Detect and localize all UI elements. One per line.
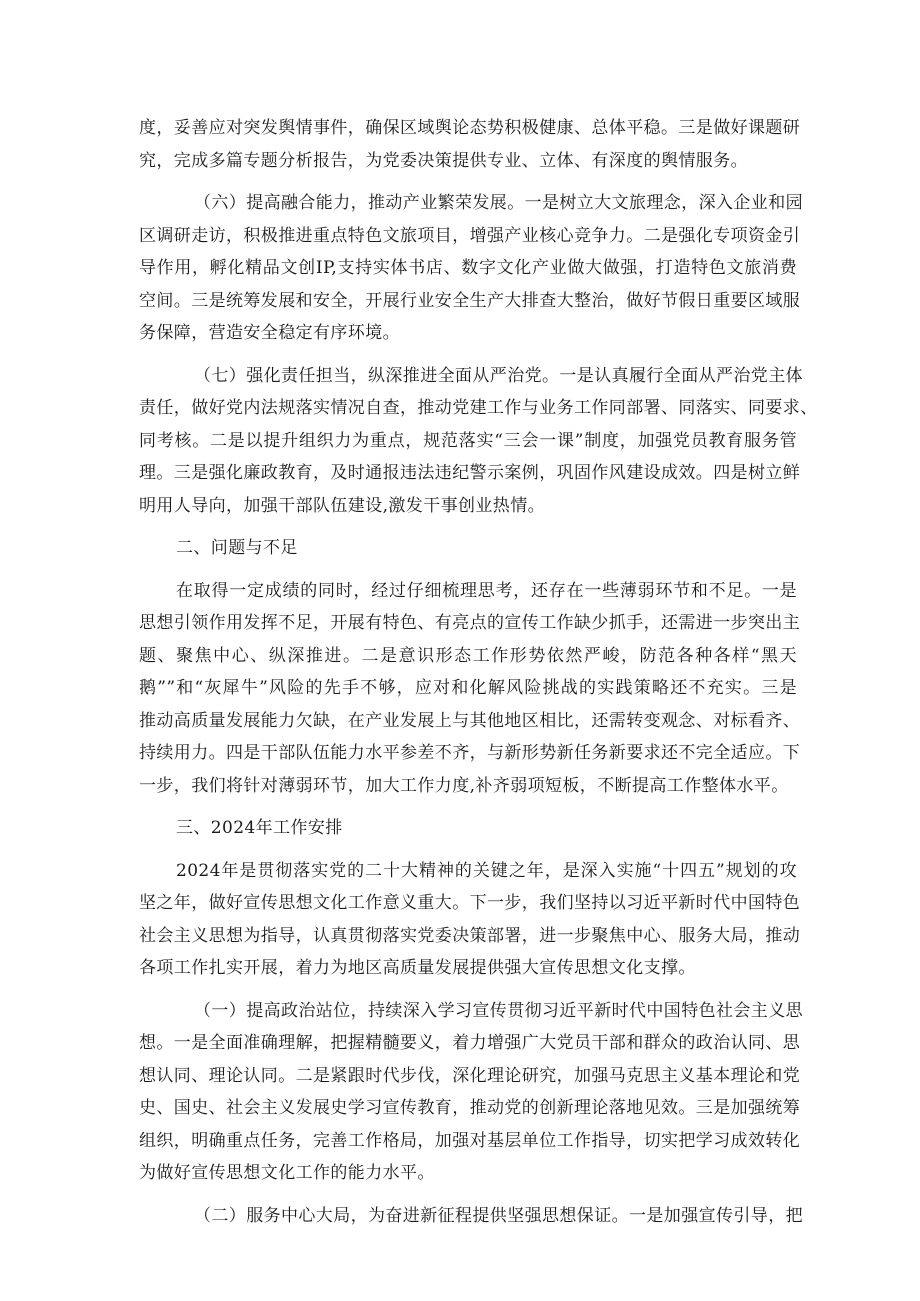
paragraph bbox=[139, 1200, 803, 1233]
text-line: 各项工作扎实开展，着力为地区高质量发展提供强大宣传思想文化支撑。 bbox=[139, 958, 696, 978]
text-line: 责任，做好党内法规落实情况自查，推动党建工作与业务工作同部署、同落实、同要求、 bbox=[139, 398, 818, 418]
document-body bbox=[139, 112, 818, 1232]
text-line: 三、2024年工作安排 bbox=[176, 818, 343, 838]
paragraph-gap bbox=[139, 1190, 797, 1200]
text-line: 区调研走访，积极推进重点特色文旅项目，增强产业核心竞争力。二是强化专项资金引 bbox=[139, 225, 801, 246]
text-line: 史、国史、社会主义发展史学习宣传教育，推动党的创新理论落地见效。三是加强统筹 bbox=[139, 1098, 801, 1118]
text-line: （二）服务中心大局，为奋进新征程提供坚强思想保证。一是加强宣传引导，把 bbox=[194, 1205, 803, 1226]
text-line: （六）提高融合能力，推动产业繁荣发展。一是树立大文旅理念，深入企业和园 bbox=[194, 193, 803, 213]
text-line: 务保障，营造安全稳定有序环境。 bbox=[139, 323, 400, 343]
paragraph bbox=[139, 112, 801, 177]
paragraph-gap bbox=[139, 350, 797, 360]
text-line: 组织，明确重点任务，完善工作格局，加强对基层单位工作指导，切实把学习成效转化 bbox=[139, 1130, 801, 1151]
paragraph-gap bbox=[139, 802, 797, 812]
text-line: 推动高质量发展能力欠缺，在产业发展上与其他地区相比，还需转变观念、对标看齐、 bbox=[139, 710, 801, 731]
text-line: （一）提高政治站位，持续深入学习宣传贯彻习近平新时代中国特色社会主义思 bbox=[194, 1000, 803, 1021]
text-line: 一步，我们将针对薄弱环节，加大工作力度,补齐弱项短板，不断提高工作整体水平。 bbox=[139, 775, 789, 796]
text-line: 究，完成多篇专题分析报告，为党委决策提供专业、立体、有深度的舆情服务。 bbox=[139, 150, 748, 171]
text-line: 社会主义思想为指导，认真贯彻落实党委决策部署，进一步聚焦中心、服务大局，推动 bbox=[139, 925, 801, 946]
text-line: 同考核。二是以提升组织力为重点，规范落实“三会一课”制度，加强党员教育服务管 bbox=[139, 430, 797, 451]
text-line: 明用人导向，加强干部队伍建设,激发干事创业热情。 bbox=[139, 495, 546, 516]
paragraph-gap bbox=[139, 985, 797, 995]
text-line: 2024年是贯彻落实党的二十大精神的关键之年，是深入实施“十四五”规划的攻 bbox=[176, 860, 797, 881]
text-line: 为做好宣传思想文化工作的能力水平。 bbox=[139, 1163, 435, 1183]
paragraph-gap bbox=[139, 522, 797, 532]
paragraph bbox=[139, 187, 803, 350]
paragraph bbox=[139, 995, 803, 1190]
text-line: 思想引领作用发挥不足，开展有特色、有亮点的宣传工作缺少抓手，还需进一步突出主 bbox=[139, 613, 801, 633]
paragraph bbox=[139, 532, 797, 565]
text-line: 持续用力。四是干部队伍能力水平参差不齐，与新形势新任务新要求还不完全适应。下 bbox=[139, 743, 801, 763]
text-line: 在取得一定成绩的同时，经过仔细梳理思考，还存在一些薄弱环节和不足。一是 bbox=[176, 580, 797, 601]
text-line: 理。三是强化廉政教育，及时通报违法违纪警示案例，巩固作风建设成效。四是树立鲜 bbox=[139, 463, 801, 483]
paragraph-gap bbox=[139, 565, 797, 575]
paragraph bbox=[139, 812, 797, 845]
paragraph bbox=[139, 855, 801, 985]
text-line: 坚之年，做好宣传思想文化工作意义重大。下一步，我们坚持以习近平新时代中国特色 bbox=[139, 893, 801, 913]
text-line: 鹅””和“灰犀牛”风险的先手不够，应对和化解风险挑战的实践策略还不充实。三是 bbox=[139, 678, 797, 698]
paragraph bbox=[139, 360, 818, 523]
text-line: 二、问题与不足 bbox=[176, 538, 298, 558]
text-line: 空间。三是统筹发展和安全，开展行业安全生产大排查大整治，做好节假日重要区域服 bbox=[139, 290, 801, 311]
text-line: 想。一是全面准确理解，把握精髓要义，着力增强广大党员干部和群众的政治认同、思 bbox=[139, 1033, 801, 1053]
paragraph-gap bbox=[139, 177, 797, 187]
text-line: 题、聚焦中心、纵深推进。二是意识形态工作形势依然严峻，防范各种各样“黑天 bbox=[139, 645, 797, 666]
text-line: （七）强化责任担当，纵深推进全面从严治党。一是认真履行全面从严治党主体 bbox=[194, 365, 803, 386]
text-line: 想认同、理论认同。二是紧跟时代步伐，深化理论研究，加强马克思主义基本理论和党 bbox=[139, 1065, 801, 1086]
paragraph bbox=[139, 575, 801, 803]
paragraph-gap bbox=[139, 845, 797, 855]
text-line: 度，妥善应对突发舆情事件，确保区域舆论态势积极健康、总体平稳。三是做好课题研 bbox=[139, 118, 801, 138]
text-line: 导作用，孵化精品文创IP,支持实体书店、数字文化产业做大做强，打造特色文旅消费 bbox=[139, 258, 797, 278]
